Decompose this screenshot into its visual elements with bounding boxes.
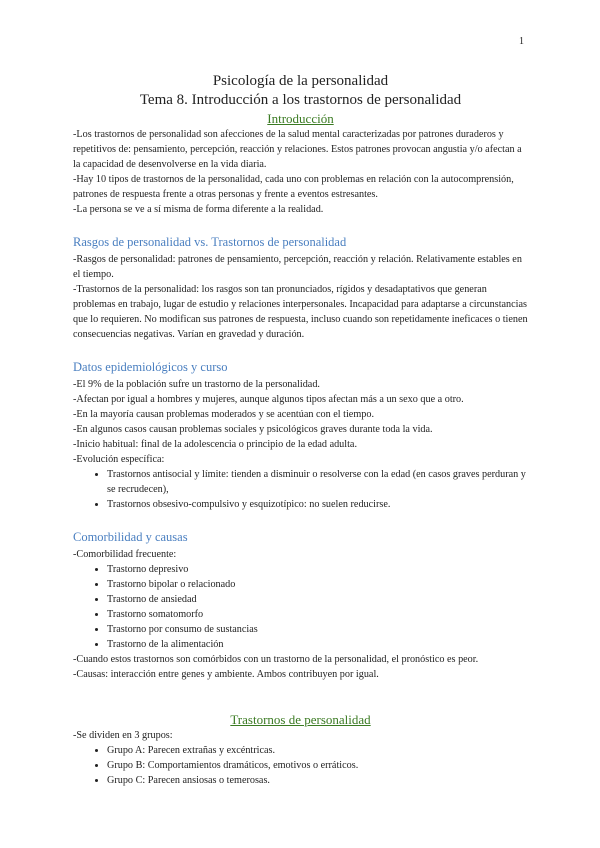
datos-paragraph: -Inicio habitual: final de la adolescencia o principio de la edad adulta.	[73, 439, 358, 450]
document-body	[73, 72, 528, 788]
intro-paragraph: -La persona se ve a sí misma de forma diferente a la realidad.	[73, 204, 324, 215]
trastornos-intro: -Se dividen en 3 grupos:	[73, 730, 173, 741]
intro-paragraph: -Los trastornos de personalidad son afecciones de la salud mental caracterizadas por patrones duraderos y repetitivos de: pensamiento, percepción, reacción y relaciones. Estos patrones provocan angustia y/o afectan a la capacidad de desenvolverse en la vida diaria.	[73, 129, 522, 170]
datos-paragraph: -En algunos casos causan problemas sociales y psicológicos graves durante toda la vida.	[73, 424, 433, 435]
rasgos-paragraph: -Trastornos de la personalidad: los rasgos son tan pronunciados, rígidos y desadaptativos que generan problemas en trabajo, lugar de estudio y relaciones interpersonales. Incapacidad para adaptarse a circunstancias que lo requieren. No modifican sus patrones de respuesta, incluso cuando son repetidamente ineficaces o tienen consecuencias negativas. Varían en gravedad y duración.	[73, 284, 528, 340]
comorbilidad-intro: -Comorbilidad frecuente:	[73, 549, 177, 560]
list-item: • Trastornos antisocial y límite: tienden a disminuir o resolverse con la edad (en casos graves perduran y se recrudecen),	[107, 467, 528, 497]
list-item: • Grupo A: Parecen extrañas y excéntricas.	[107, 743, 528, 758]
list-item: • Trastorno somatomorfo	[107, 607, 528, 622]
trastornos-bullet-list	[73, 743, 528, 788]
datos-paragraph: -El 9% de la población sufre un trastorno de la personalidad.	[73, 379, 320, 390]
datos-paragraph: -Evolución específica:	[73, 454, 165, 465]
comorbilidad-bullet-list	[73, 562, 528, 652]
list-item: • Trastorno depresivo	[107, 562, 528, 577]
page-number: 1	[519, 36, 524, 47]
datos-paragraph: -Afectan por igual a hombres y mujeres, aunque algunos tipos afectan más a un sexo que a otro.	[73, 394, 464, 405]
list-item: • Trastorno de la alimentación	[107, 637, 528, 652]
list-item: • Trastorno bipolar o relacionado	[107, 577, 528, 592]
list-item: • Grupo C: Parecen ansiosas o temerosas.	[107, 773, 528, 788]
rasgos-heading: Rasgos de personalidad vs. Trastornos de personalidad	[73, 235, 347, 249]
datos-bullet-list	[73, 467, 528, 512]
document-title: Psicología de la personalidad	[212, 73, 389, 89]
trastornos-heading: Trastornos de personalidad	[230, 712, 371, 727]
intro-heading: Introducción	[267, 111, 334, 126]
list-item: • Grupo B: Comportamientos dramáticos, emotivos o erráticos.	[107, 758, 528, 773]
list-item: • Trastornos obsesivo-compulsivo y esquizotípico: no suelen reducirse.	[107, 497, 528, 512]
comorbilidad-heading: Comorbilidad y causas	[73, 530, 188, 544]
comorbilidad-paragraph: -Causas: interacción entre genes y ambiente. Ambos contribuyen por igual.	[73, 669, 379, 680]
list-item: • Trastorno de ansiedad	[107, 592, 528, 607]
datos-heading: Datos epidemiológicos y curso	[73, 360, 228, 374]
rasgos-paragraph: -Rasgos de personalidad: patrones de pensamiento, percepción, reacción y relación. Relativamente estables en el tiempo.	[73, 254, 522, 280]
comorbilidad-paragraph: -Cuando estos trastornos son comórbidos con un trastorno de la personalidad, el pronóstico es peor.	[73, 654, 479, 665]
intro-paragraph: -Hay 10 tipos de trastornos de la personalidad, cada uno con problemas en relación con la autocomprensión, patrones de respuesta frente a otras personas y frente a eventos estresantes.	[73, 174, 514, 200]
list-item: • Trastorno por consumo de sustancias	[107, 622, 528, 637]
document-subtitle: Tema 8. Introducción a los trastornos de personalidad	[139, 92, 462, 108]
datos-paragraph: -En la mayoría causan problemas moderados y se acentúan con el tiempo.	[73, 409, 374, 420]
